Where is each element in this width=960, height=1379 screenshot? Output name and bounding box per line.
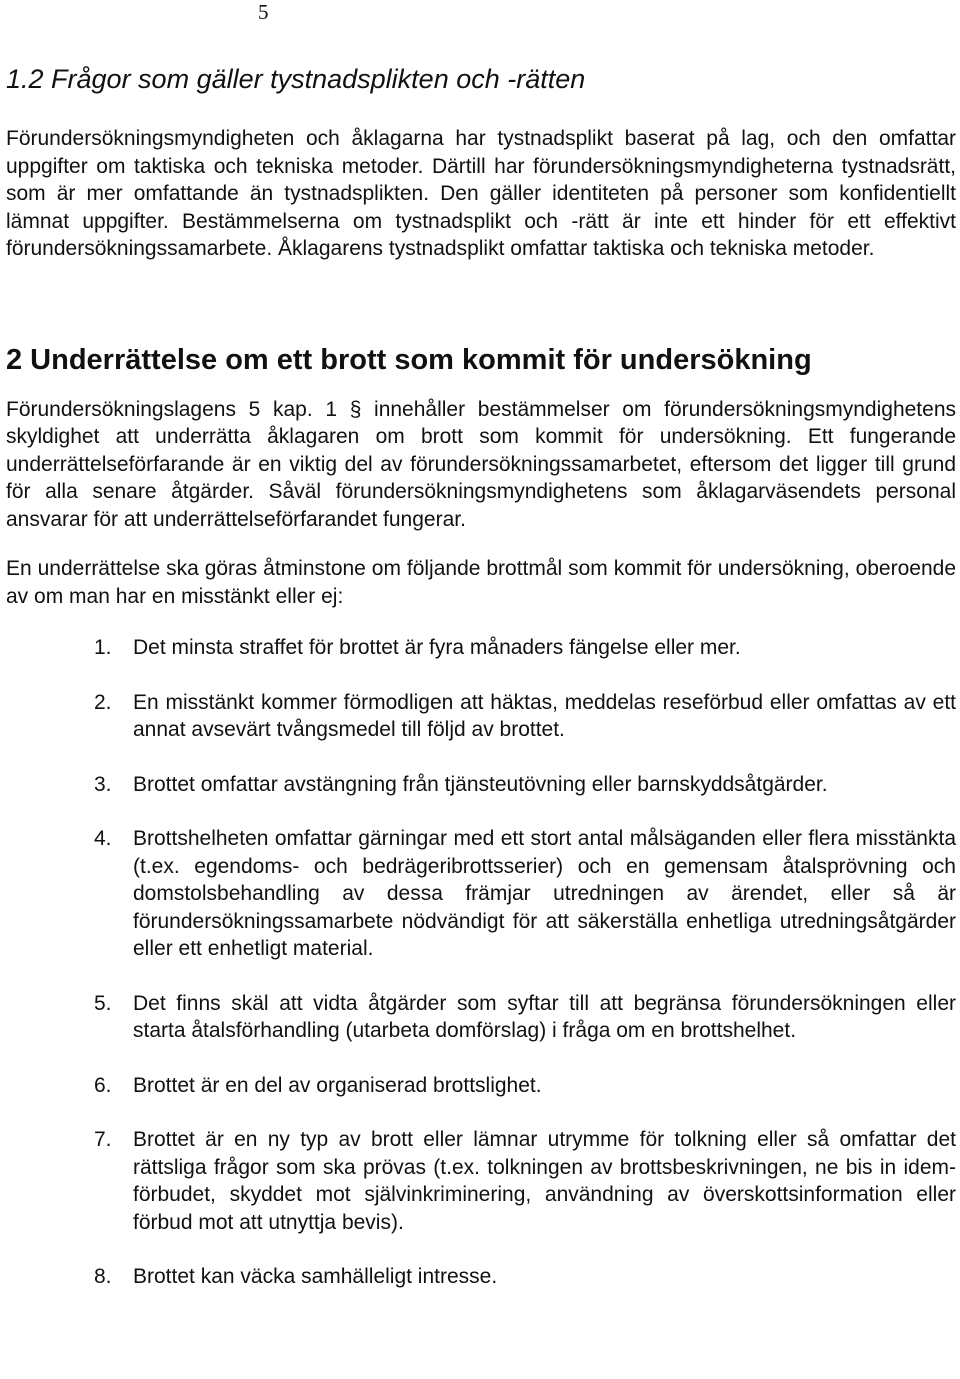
- list-item-text: Brottet är en del av organiserad brottslighet.: [133, 1073, 542, 1097]
- list-item-number: 8.: [94, 1265, 112, 1288]
- list-item-text: Det finns skäl att vidta åtgärder som syftar till att begränsa förundersökningen eller starta åtalsförhandling (utarbeta domförslag) i fråga om en brottshelhet.: [133, 991, 956, 1042]
- list-item-text: Brottet omfattar avstängning från tjänsteutövning eller barnskyddsåtgärder.: [133, 772, 828, 796]
- criteria-list: [6, 634, 956, 1291]
- list-item-text: Brottet är en ny typ av brott eller lämnar utrymme för tolkning eller så omfattar det rättsliga frågor som ska prövas (t.ex. tolkningen av brottsbeskrivningen, ne bis in idem-förbudet, skyddet mot självinkriminering, användning av överskottsinformation eller förbud mot att utnyttja bevis).: [133, 1128, 956, 1234]
- paragraph-notification-law: Förundersökningslagens 5 kap. 1 § innehåller bestämmelser om förundersökningsmyndighetens skyldighet att underrätta åklagaren om brott som kommit för undersökning. Ett fungerande underrättelseförfarande är en viktig del av förundersökningssamarbetet, eftersom det ligger till grund för alla senare åtgärder. Såväl förundersökningsmyndighetens som åklagarväsendets personal ansvarar för att underrättelseförfarandet fungerar.: [6, 397, 956, 531]
- list-item-number: 2.: [94, 690, 112, 714]
- paragraph-confidentiality: Förundersökningsmyndigheten och åklagarna har tystnadsplikt baserat på lag, och den omfattar uppgifter om taktiska och tekniska metoder. Därtill har förundersökningsmyndigheterna tystnadsrätt, som är mer omfattande än tystnadsplikten. Den gäller identiteten på personer som konfidentiellt lämnat uppgifter. Bestämmelserna om tystnadsplikt och -rätt är inte ett hinder för ett effektivt förundersökningssamarbete. Åklagarens tystnadsplikt omfattar taktiska och tekniska metoder.: [6, 127, 956, 260]
- paragraph-notification-criteria: En underrättelse ska göras åtminstone om följande brottmål som kommit för undersökning, oberoende av om man har en misstänkt eller ej:: [6, 557, 956, 608]
- list-item-number: 1.: [94, 636, 112, 659]
- list-item-number: 5.: [94, 991, 112, 1015]
- section-heading: 1.2 Frågor som gäller tystnadsplikten och -rätten: [6, 64, 586, 94]
- document-content: [6, 62, 956, 1318]
- list-item: [6, 771, 956, 799]
- list-item-number: 6.: [94, 1073, 112, 1097]
- list-item: [6, 689, 956, 744]
- list-item-number: 7.: [94, 1128, 112, 1151]
- list-item-number: 4.: [94, 827, 112, 850]
- list-item-text: Det minsta straffet för brottet är fyra månaders fängelse eller mer.: [133, 636, 741, 659]
- list-item: [6, 1072, 956, 1100]
- list-item-text: Brottshelheten omfattar gärningar med ett stort antal målsäganden eller flera misstänkta (t.ex. egendoms- och bedrägeribrottsserier) och en gemensam åtalsprövning och domstolsbehandling av dessa främjar utredningen av ärendet, eller så är förundersökningssamarbete nödvändigt för att säkerställa enhetliga utredningsåtgärder eller ett enhetligt material.: [133, 827, 956, 960]
- list-item-text: En misstänkt kommer förmodligen att häktas, meddelas reseförbud eller omfattas av ett annat avsevärt tvångsmedel till följd av brottet.: [133, 690, 956, 741]
- page-number: 5: [258, 0, 269, 24]
- list-item: [6, 634, 956, 662]
- list-item: [6, 1263, 956, 1291]
- list-item: [6, 990, 956, 1045]
- list-item-number: 3.: [94, 772, 112, 796]
- chapter-heading: 2 Underrättelse om ett brott som kommit för undersökning: [6, 343, 812, 376]
- list-item: [6, 1126, 956, 1236]
- list-item: [6, 825, 956, 963]
- list-item-text: Brottet kan väcka samhälleligt intresse.: [133, 1265, 498, 1288]
